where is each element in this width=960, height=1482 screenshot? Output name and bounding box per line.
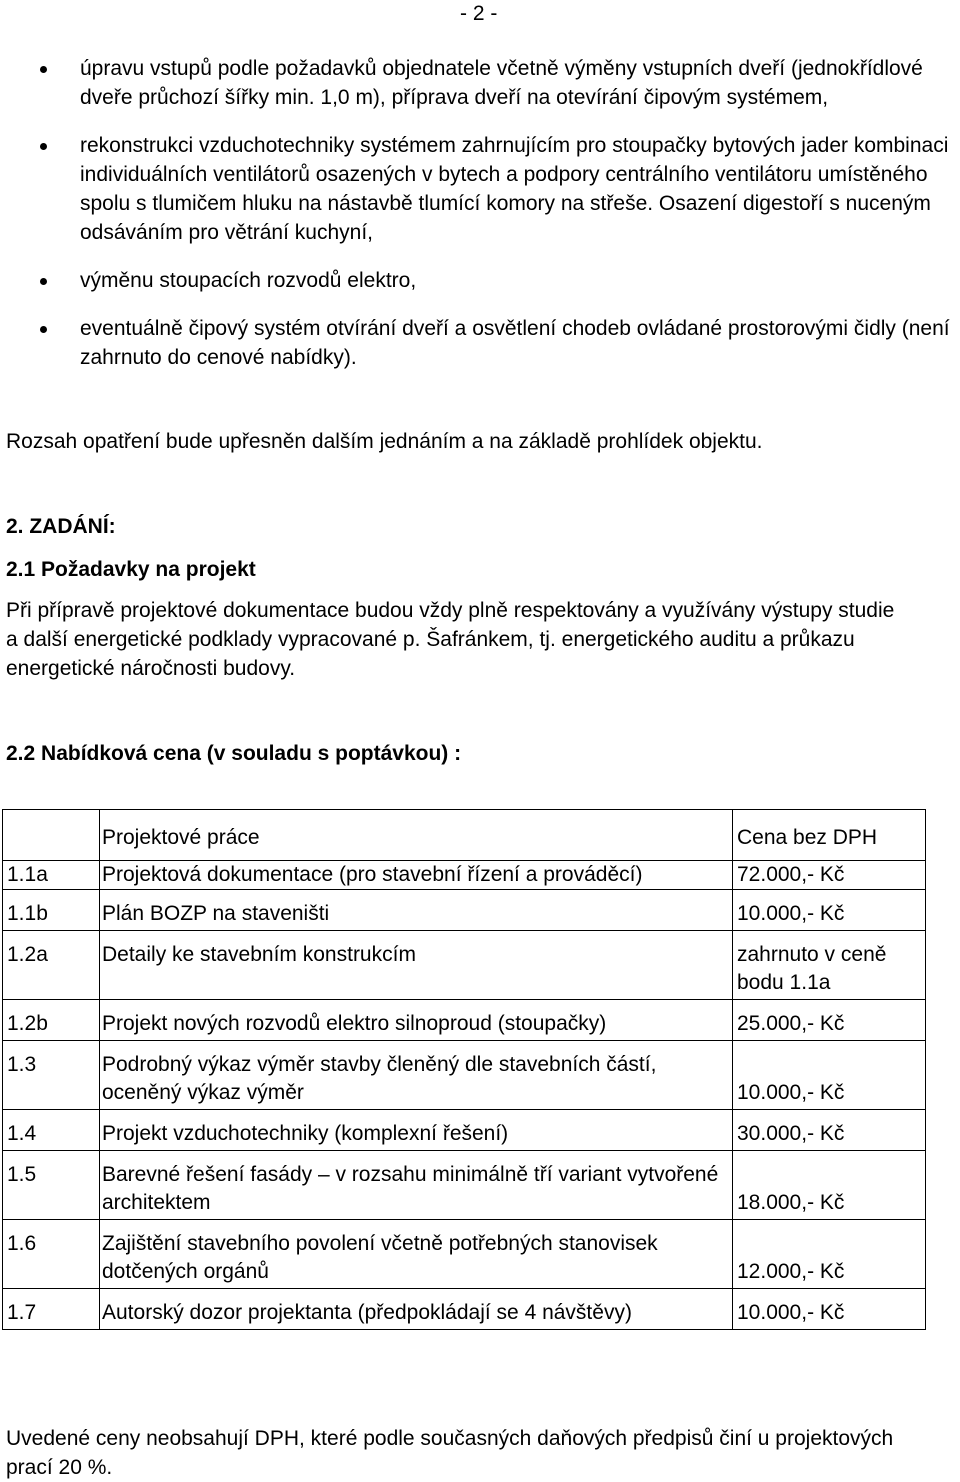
row-price: 30.000,- Kč [733,1110,926,1151]
list-item: eventuálně čipový systém otvírání dveří a osvětlení chodeb ovládané prostorovými čidly (není zahrnuto do cenové nabídky). [0,314,960,372]
section-2-2-heading: 2.2 Nabídková cena (v souladu s poptávkou) : [6,742,462,765]
row-price: 25.000,- Kč [733,1000,926,1041]
section-2-1-heading: 2.1 Požadavky na projekt [6,558,256,581]
row-code: 1.1a [3,861,100,890]
row-item: Barevné řešení fasády – v rozsahu minimálně tří variant vytvořené architektem [100,1151,733,1220]
row-code: 1.2b [3,1000,100,1041]
row-price: 12.000,- Kč [733,1220,926,1289]
list-item: rekonstrukci vzduchotechniky systémem zahrnujícím pro stoupačky bytových jader kombinaci individuálních ventilátorů osazených v bytech a podpory centrálního ventilátoru umístěného spolu s tlumičem hluku na nástavbě tlumící komory na střeše. Osazení digestoří s nuceným odsáváním pro větrání kuchyní, [0,131,960,247]
row-item: Zajištění stavebního povolení včetně potřebných stanovisek dotčených orgánů [100,1220,733,1289]
table-row [3,1000,926,1041]
list-item: úpravu vstupů podle požadavků objednatele včetně výměny vstupních dveří (jednokřídlové dveře průchozí šířky min. 1,0 m), příprava dveří na otevírání čipovým systémem, [0,54,960,112]
header-price: Cena bez DPH [733,810,926,861]
row-item: Plán BOZP na staveništi [100,890,733,931]
table-header-row [3,810,926,861]
row-item: Projektová dokumentace (pro stavební řízení a prováděcí) [100,861,733,890]
row-price: 10.000,- Kč [733,1041,926,1110]
row-code: 1.6 [3,1220,100,1289]
section-2-heading: 2. ZADÁNÍ: [6,515,116,538]
row-code: 1.5 [3,1151,100,1220]
row-code: 1.2a [3,931,100,1000]
row-price: 10.000,- Kč [733,1289,926,1330]
row-price: 10.000,- Kč [733,890,926,931]
table-row [3,890,926,931]
header-code [3,810,100,861]
table-row [3,1151,926,1220]
header-item: Projektové práce [100,810,733,861]
table-row [3,861,926,890]
scope-note: Rozsah opatření bude upřesněn dalším jednáním a na základě prohlídek objektu. [6,430,763,453]
price-table [2,809,926,1330]
page-number: - 2 - [460,2,498,25]
table-row [3,1041,926,1110]
table-row [3,1110,926,1151]
row-price: 72.000,- Kč [733,861,926,890]
list-item: výměnu stoupacích rozvodů elektro, [0,266,960,295]
work-scope-list [0,54,960,372]
row-price: 18.000,- Kč [733,1151,926,1220]
row-item: Projekt vzduchotechniky (komplexní řešení) [100,1110,733,1151]
table-row [3,1289,926,1330]
table-row [3,1220,926,1289]
table-row [3,931,926,1000]
row-code: 1.1b [3,890,100,931]
row-item: Projekt nových rozvodů elektro silnoproud (stoupačky) [100,1000,733,1041]
row-code: 1.3 [3,1041,100,1110]
row-item: Detaily ke stavebním konstrukcím [100,931,733,1000]
footer-note: Uvedené ceny neobsahují DPH, které podle současných daňových předpisů činí u projektových prací 20 %. [6,1427,894,1479]
row-code: 1.4 [3,1110,100,1151]
row-item: Podrobný výkaz výměr stavby členěný dle stavebních částí, oceněný výkaz výměr [100,1041,733,1110]
row-item: Autorský dozor projektanta (předpokládají se 4 návštěvy) [100,1289,733,1330]
section-2-1-text: Při přípravě projektové dokumentace budou vždy plně respektovány a využívány výstupy studie a další energetické podklady vypracované p. Šafránkem, tj. energetického auditu a průkazu energetické náročnosti budovy. [6,599,895,680]
row-price: zahrnuto v ceně bodu 1.1a [733,931,926,1000]
row-code: 1.7 [3,1289,100,1330]
